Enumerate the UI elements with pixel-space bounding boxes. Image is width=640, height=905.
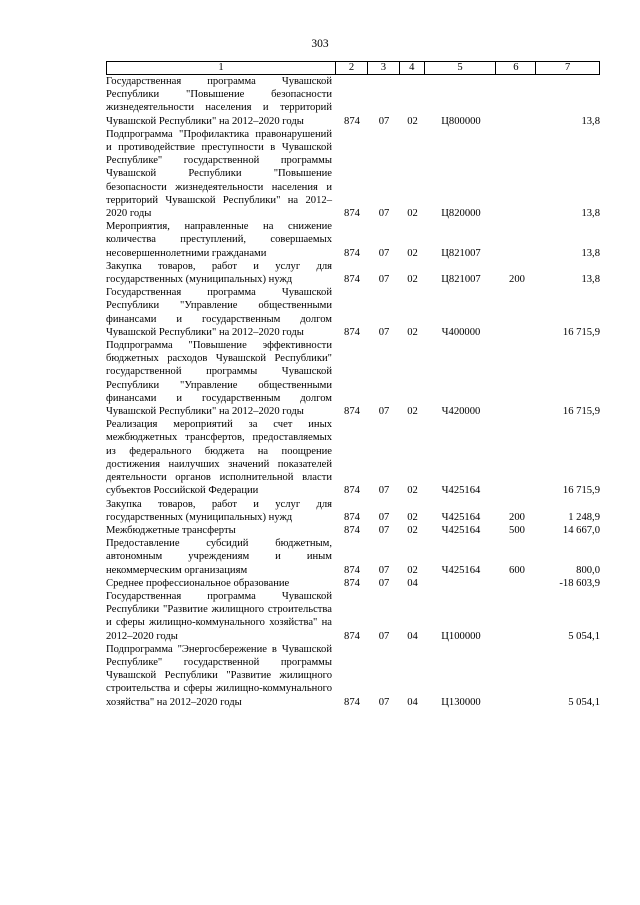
admin-code: 874 xyxy=(344,524,360,536)
target-article: Ч425164 xyxy=(441,524,481,536)
row-name: Межбюджетные трансферты xyxy=(106,524,236,536)
row-name: Государственная программа Чувашской Республики "Управление общественными финансами и государственным долгом Чувашской Республики" на 2012–2020 годы xyxy=(106,287,332,338)
row-name: Государственная программа Чувашской Республики "Повышение безопасности жизнедеятельности населения и территорий Чувашской Республики" на 2012–2020 годы xyxy=(106,76,332,127)
amount: 800,0 xyxy=(576,564,600,576)
section-code: 07 xyxy=(378,630,390,642)
amount: 13,8 xyxy=(581,274,600,286)
amount: 16 715,9 xyxy=(562,485,600,497)
target-article: Ч425164 xyxy=(441,485,481,497)
section-code: 07 xyxy=(378,577,390,589)
subsection-code: 02 xyxy=(407,247,418,259)
amount: 13,8 xyxy=(581,115,600,127)
admin-code: 874 xyxy=(344,511,360,523)
header-col-2: 2 xyxy=(336,62,368,74)
table-body xyxy=(106,75,600,709)
admin-code: 874 xyxy=(344,208,360,220)
section-code: 07 xyxy=(378,326,390,338)
section-code: 07 xyxy=(378,485,390,497)
expense-type: 500 xyxy=(509,524,525,536)
header-col-7: 7 xyxy=(564,62,571,73)
header-col-6: 6 xyxy=(496,62,536,74)
table-row xyxy=(106,590,600,643)
row-name: Подпрограмма "Энергосбережение в Чувашской Республике" государственной программы Чувашской Республики "Развитие жилищного строительства и сферы жилищно-коммунального хозяйства" на 2012–2020 годы xyxy=(106,643,332,708)
target-article: Ц800000 xyxy=(441,115,481,127)
expense-type: 600 xyxy=(509,564,525,576)
admin-code: 874 xyxy=(344,247,360,259)
section-code: 07 xyxy=(378,511,390,523)
subsection-code: 02 xyxy=(407,511,418,523)
section-code: 07 xyxy=(378,406,390,418)
subsection-code: 02 xyxy=(407,274,418,286)
section-code: 07 xyxy=(378,115,390,127)
amount: 13,8 xyxy=(581,247,600,259)
admin-code: 874 xyxy=(344,564,360,576)
table-row xyxy=(106,286,600,339)
table-row xyxy=(106,339,600,418)
row-name: Государственная программа Чувашской Республики "Развитие жилищного строительства и сферы жилищно-коммунального хозяйства" на 2012–2020 годы xyxy=(106,590,332,642)
section-code: 07 xyxy=(378,524,390,536)
amount: 16 715,9 xyxy=(562,326,600,338)
section-code: 07 xyxy=(378,274,390,286)
table-row xyxy=(106,524,600,537)
row-name: Среднее профессиональное образование xyxy=(106,577,290,589)
table-row xyxy=(106,537,600,577)
section-code: 07 xyxy=(378,696,390,708)
amount: 5 054,1 xyxy=(568,630,600,642)
header-col-4: 4 xyxy=(400,62,425,74)
table-row xyxy=(106,128,600,220)
admin-code: 874 xyxy=(344,406,360,418)
row-name: Закупка товаров, работ и услуг для государственных (муниципальных) нужд xyxy=(106,260,332,286)
table-row xyxy=(106,498,600,524)
amount: -18 603,9 xyxy=(559,577,600,589)
subsection-code: 02 xyxy=(407,564,418,576)
target-article: Ц820000 xyxy=(441,208,481,220)
table-row xyxy=(106,577,600,590)
admin-code: 874 xyxy=(344,326,360,338)
table-header xyxy=(106,61,600,75)
row-name: Закупка товаров, работ и услуг для государственных (муниципальных) нужд xyxy=(106,498,332,523)
admin-code: 874 xyxy=(344,485,360,497)
table-row xyxy=(106,418,600,497)
header-col-3: 3 xyxy=(368,62,400,74)
row-name: Подпрограмма "Профилактика правонарушений и противодействие преступности в Чувашской Республике" государственной программы Чувашской Республики "Повышение безопасности жизнедеятельности населения и территорий Чувашской Республики" на 2012–2020 годы xyxy=(106,128,332,220)
subsection-code: 02 xyxy=(407,524,418,536)
section-code: 07 xyxy=(378,564,390,576)
subsection-code: 02 xyxy=(407,485,418,497)
admin-code: 874 xyxy=(344,115,360,127)
row-name: Подпрограмма "Повышение эффективности бюджетных расходов Чувашской Республики" государственной программы Чувашской Республики "Управление общественными финансами и государственным долгом Чувашской Республики" на 2012–2020 годы xyxy=(106,340,332,418)
page-number: 303 xyxy=(311,38,329,50)
admin-code: 874 xyxy=(344,696,360,708)
subsection-code: 02 xyxy=(407,208,418,220)
table-row xyxy=(106,260,600,286)
table-row xyxy=(106,75,600,128)
target-article: Ч425164 xyxy=(441,511,481,523)
amount: 16 715,9 xyxy=(562,406,600,418)
table-row xyxy=(106,220,600,260)
admin-code: 874 xyxy=(344,577,360,589)
subsection-code: 04 xyxy=(407,577,418,589)
subsection-code: 02 xyxy=(407,115,418,127)
section-code: 07 xyxy=(378,208,390,220)
section-code: 07 xyxy=(378,247,390,259)
target-article: Ц821007 xyxy=(441,274,481,286)
subsection-code: 02 xyxy=(407,326,418,338)
header-col-5: 5 xyxy=(425,62,497,74)
row-name: Предоставление субсидий бюджетным, автономным учреждениям и иным некоммерческим организациям xyxy=(106,538,332,576)
header-col-1: 1 xyxy=(107,62,336,74)
table-row xyxy=(106,643,600,709)
target-article: Ч420000 xyxy=(441,406,481,418)
target-article: Ц821007 xyxy=(441,247,481,259)
admin-code: 874 xyxy=(344,630,360,642)
amount: 14 667,0 xyxy=(562,524,600,536)
row-name: Мероприятия, направленные на снижение количества преступлений, совершаемых несовершеннолетними гражданами xyxy=(106,221,332,259)
expense-type: 200 xyxy=(509,511,525,523)
subsection-code: 04 xyxy=(407,696,418,708)
target-article: Ц130000 xyxy=(441,696,481,708)
amount: 1 248,9 xyxy=(568,511,600,523)
target-article: Ч425164 xyxy=(441,564,481,576)
subsection-code: 04 xyxy=(407,630,418,642)
expense-type: 200 xyxy=(509,274,525,286)
amount: 13,8 xyxy=(581,208,600,220)
admin-code: 874 xyxy=(344,274,360,286)
target-article: Ч400000 xyxy=(441,326,481,338)
budget-table xyxy=(106,61,600,709)
row-name: Реализация мероприятий за счет иных межбюджетных трансфертов, предоставляемых из федерального бюджета на поощрение достижения наилучших значений показателей деятельности органов исполнительной власти субъектов Российской Федерации xyxy=(106,419,332,497)
subsection-code: 02 xyxy=(407,406,418,418)
amount: 5 054,1 xyxy=(568,696,600,708)
target-article: Ц100000 xyxy=(441,630,481,642)
